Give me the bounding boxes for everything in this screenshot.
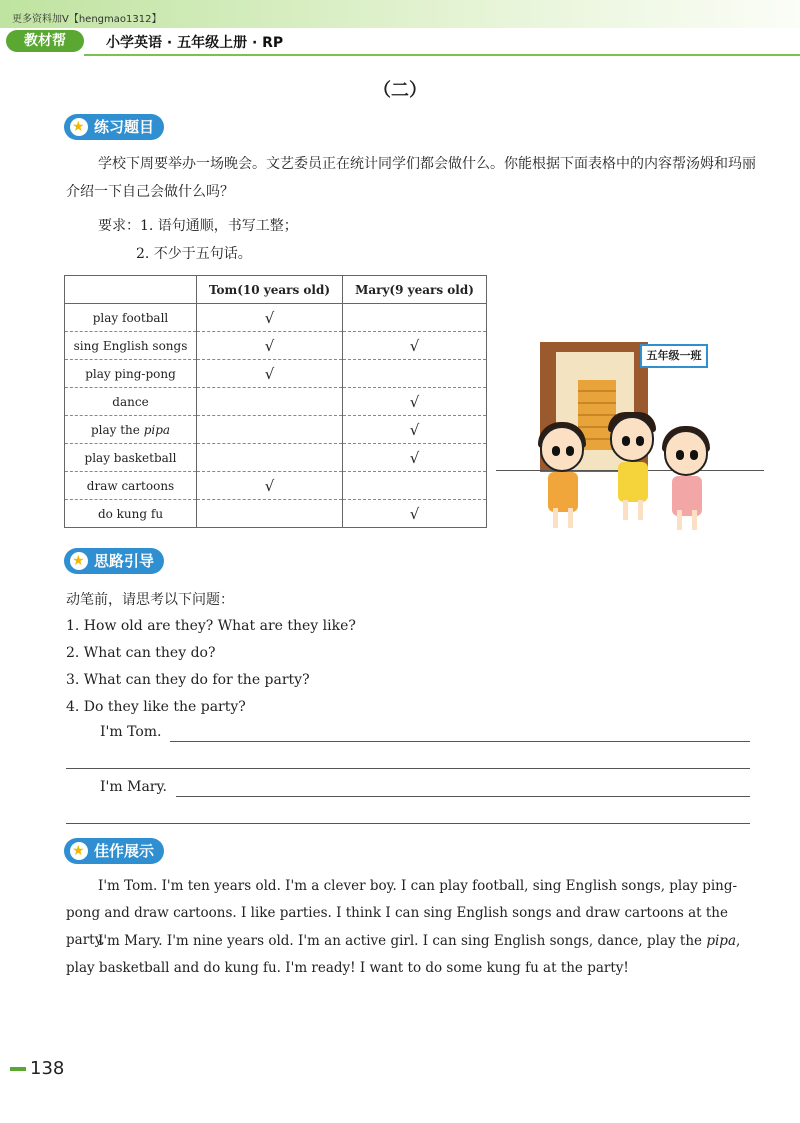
activity-cell: play football	[65, 304, 197, 332]
table-row	[65, 444, 487, 472]
page-header	[0, 0, 800, 60]
task-requirement-1: 要求：1. 语句通顺，书写工整；	[98, 218, 298, 234]
mary-check-cell: √	[343, 416, 487, 444]
section-title: 佳作展示	[94, 842, 155, 860]
mary-check-cell	[343, 472, 487, 500]
table-row	[65, 332, 487, 360]
task-requirement-2: 2. 不少于五句话。	[136, 246, 252, 262]
activity-cell: do kung fu	[65, 500, 197, 528]
activity-cell: dance	[65, 388, 197, 416]
prompt-tom: I'm Tom.	[100, 724, 162, 740]
table-row	[65, 500, 487, 528]
task-intro: 学校下周要举办一场晚会。文艺委员正在统计同学们都会做什么。你能根据下面表格中的内容帮汤姆和玛丽介绍一下自己会做什么吗？	[66, 156, 756, 200]
guide-question: 2. What can they do?	[66, 645, 216, 661]
table-row	[65, 472, 487, 500]
mary-check-cell: √	[343, 332, 487, 360]
writing-line	[66, 823, 750, 824]
activity-cell: play basketball	[65, 444, 197, 472]
ability-table	[64, 275, 487, 528]
star-icon	[70, 552, 88, 570]
writing-line	[176, 796, 750, 797]
section-badge-practice	[64, 114, 164, 140]
mary-check-cell: √	[343, 444, 487, 472]
mary-check-cell	[343, 304, 487, 332]
star-icon	[70, 842, 88, 860]
guide-question: 3. What can they do for the party?	[66, 672, 310, 688]
tom-check-cell	[197, 500, 343, 528]
table-row	[65, 360, 487, 388]
writing-line	[170, 741, 750, 742]
header-rule	[84, 54, 800, 56]
tom-check-cell: √	[197, 304, 343, 332]
lesson-title: （二）	[373, 80, 427, 101]
prompt-mary: I'm Mary.	[100, 779, 167, 795]
tom-check-cell	[197, 444, 343, 472]
tom-check-cell	[197, 416, 343, 444]
guide-lead: 动笔前，请思考以下问题：	[66, 592, 234, 608]
sample-mary	[66, 928, 756, 982]
guide-question: 4. Do they like the party?	[66, 699, 246, 715]
tom-check-cell: √	[197, 332, 343, 360]
page-number-marker	[10, 1067, 26, 1071]
book-title: 小学英语 · 五年级上册 · RP	[106, 35, 284, 51]
star-icon	[70, 118, 88, 136]
writing-line	[66, 768, 750, 769]
table-row	[65, 304, 487, 332]
sample-mary-part1: I'm Mary. I'm nine years old. I'm an active girl. I can sing English songs, dance, play the	[98, 933, 707, 949]
tom-check-cell: √	[197, 472, 343, 500]
activity-cell: draw cartoons	[65, 472, 197, 500]
tom-check-cell: √	[197, 360, 343, 388]
table-header: Tom(10 years old)	[197, 276, 343, 304]
table-row	[65, 388, 487, 416]
mary-check-cell: √	[343, 388, 487, 416]
watermark-text: 更多资料加V【hengmao1312】	[12, 14, 162, 25]
sample-mary-part2: , play basketball and do kung fu. I'm ready! I want to do some kung fu at the party!	[66, 933, 741, 976]
section-title: 练习题目	[94, 118, 155, 136]
mary-check-cell	[343, 360, 487, 388]
activity-cell: play ping-pong	[65, 360, 197, 388]
table-header: Mary(9 years old)	[343, 276, 487, 304]
class-sign: 五年级一班	[640, 344, 708, 368]
classroom-illustration	[496, 330, 764, 530]
table-row	[65, 416, 487, 444]
brand-label: 教材帮	[6, 30, 84, 52]
section-badge-sample	[64, 838, 164, 864]
pipa-italic: pipa	[143, 422, 171, 437]
page-number-text: 138	[30, 1058, 65, 1079]
table-header	[65, 276, 197, 304]
section-title: 思路引导	[94, 552, 155, 570]
activity-cell: play the pipa	[65, 416, 197, 444]
sample-mary-pipa: pipa	[706, 933, 736, 949]
page-number	[10, 1058, 64, 1079]
table-header-row	[65, 276, 487, 304]
guide-question: 1. How old are they? What are they like?	[66, 618, 356, 634]
tom-check-cell	[197, 388, 343, 416]
sample-tom: I'm Tom. I'm ten years old. I'm a clever boy. I can play football, sing English songs, play ping-pong and draw cartoons. I like parties. I think I can sing English songs and draw cartoons at the party.	[66, 878, 738, 948]
section-badge-guide	[64, 548, 164, 574]
mary-check-cell: √	[343, 500, 487, 528]
activity-cell: sing English songs	[65, 332, 197, 360]
